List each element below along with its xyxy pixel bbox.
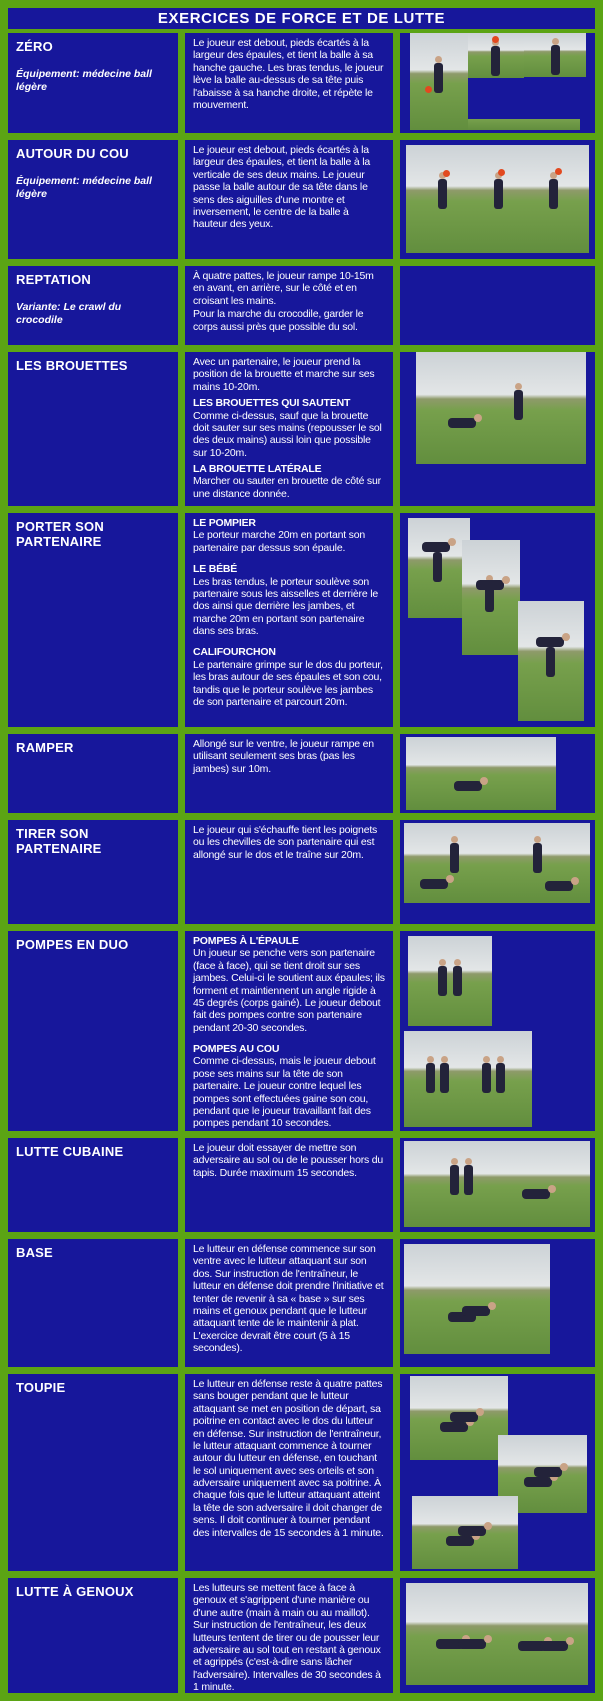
- exercise-row-porter-son-partenaire: [8, 513, 595, 727]
- exercise-description-cell: [185, 1138, 393, 1232]
- exercise-photos-cell: [400, 1374, 595, 1571]
- exercise-photo: [462, 540, 520, 655]
- exercise-name-cell: [8, 734, 178, 813]
- exercise-description-cell: [185, 140, 393, 259]
- description-block: [193, 37, 385, 111]
- player-silhouette: [434, 63, 443, 93]
- exercise-title: PORTER SON PARTENAIRE: [16, 519, 104, 549]
- exercise-photo: [410, 33, 468, 130]
- description-heading: POMPES À L'ÉPAULE: [193, 935, 299, 947]
- exercise-description-cell: [185, 820, 393, 924]
- player-silhouette: [533, 843, 542, 873]
- player-silhouette: [438, 966, 447, 996]
- player-silhouette: [545, 881, 573, 891]
- description-text: Allongé sur le ventre, le joueur rampe en utilisant seulement ses bras (pas les jambes) sur 10m.: [193, 738, 374, 775]
- exercise-photos-cell: [400, 1239, 595, 1367]
- exercise-photo: [524, 33, 586, 77]
- exercise-name-cell: [8, 513, 178, 727]
- exercise-photo: [408, 936, 492, 1026]
- player-silhouette: [491, 46, 500, 76]
- player-silhouette: [450, 1165, 459, 1195]
- description-block: [193, 646, 385, 708]
- exercise-title: RAMPER: [16, 740, 74, 755]
- exercise-photos-cell: [400, 140, 595, 259]
- description-block: [193, 824, 385, 861]
- player-silhouette: [420, 879, 448, 889]
- description-text: Le joueur est debout, pieds écartés à la largeur des épaules, et tient la balle à sa hanche gauche. Les bras tendus, le joueur lève la balle au-dessus de sa tête puis l'abaisse à sa hanche droite, et répète le mouvement.: [193, 37, 384, 111]
- exercise-row-lutte-cubaine: [8, 1138, 595, 1232]
- exercise-row-reptation: [8, 266, 595, 345]
- exercise-photos-cell: [400, 266, 595, 345]
- player-silhouette: [524, 1477, 552, 1487]
- exercise-photo: [412, 1496, 518, 1569]
- player-silhouette: [438, 179, 447, 209]
- exercise-title: AUTOUR DU COU: [16, 146, 129, 161]
- description-heading: LE BÉBÉ: [193, 563, 238, 576]
- player-silhouette: [496, 1063, 505, 1093]
- player-silhouette: [534, 1467, 562, 1477]
- player-silhouette: [536, 637, 564, 647]
- medicine-ball-icon: [492, 36, 499, 43]
- exercise-row-pompes-en-duo: [8, 931, 595, 1131]
- player-silhouette: [450, 843, 459, 873]
- player-silhouette: [546, 647, 555, 677]
- player-silhouette: [440, 1063, 449, 1093]
- description-block: [193, 1378, 385, 1539]
- exercise-photos-cell: [400, 931, 595, 1131]
- player-silhouette: [476, 580, 504, 590]
- description-text: Le joueur est debout, pieds écartés à la largeur des épaules, et tient la balle à la verticale de ses deux mains. Le joueur passe la balle autour de sa tête dans le sens des aiguilles d'une montre et inversement, le centre de la balle à hauteur des yeux.: [193, 144, 371, 231]
- player-silhouette: [458, 1526, 486, 1536]
- player-silhouette: [453, 966, 462, 996]
- player-silhouette: [458, 1639, 486, 1649]
- description-text: Les bras tendus, le porteur soulève son partenaire sous les aisselles et derrière le dos ainsi que derrière les jambes, et marche 20m en portant son partenaire dans ses bras.: [193, 575, 378, 637]
- player-silhouette: [522, 1189, 550, 1199]
- player-silhouette: [422, 542, 450, 552]
- exercise-title: BASE: [16, 1245, 53, 1260]
- description-heading: LE POMPIER: [193, 517, 256, 529]
- exercise-name-cell: [8, 931, 178, 1131]
- description-text: Le lutteur en défense commence sur son ventre avec le lutteur attaquant sur son dos. Sur instruction de l'entraîneur, le lutteur en défense doit prendre l'initiative et tenter de revenir à sa « base » sur ses mains et genoux pendant que le lutteur attaquant tente de le maintenir à plat. L'exercice devrait être court (5 à 15 secondes).: [193, 1243, 384, 1354]
- exercise-photo: [416, 352, 586, 464]
- exercise-name-cell: [8, 820, 178, 924]
- description-block: [193, 1243, 385, 1354]
- exercise-title: REPTATION: [16, 272, 91, 287]
- exercise-name-cell: [8, 352, 178, 506]
- player-silhouette: [450, 1412, 478, 1422]
- description-block: [193, 270, 385, 307]
- exercise-name-cell: [8, 1138, 178, 1232]
- description-text: Comme ci-dessus, sauf que la brouette doit sauter sur ses mains (repousser le sol des deux mains) aussi loin que possible sur 10-20m.: [193, 409, 382, 459]
- exercise-photos-cell: [400, 1578, 595, 1693]
- player-silhouette: [494, 179, 503, 209]
- description-block: [193, 356, 385, 393]
- player-silhouette: [464, 1165, 473, 1195]
- exercise-photos-cell: [400, 513, 595, 727]
- exercise-photo: [468, 33, 524, 78]
- player-silhouette: [549, 179, 558, 209]
- exercise-photo: [404, 1244, 550, 1354]
- description-text: Les lutteurs se mettent face à face à genoux et s'agrippent d'une manière ou d'une autre (main à main ou au maillot). Sur instruction de l'entraîneur, les deux lutteurs tentent de tirer ou de pousser leur adversaire au sol tout en restant à genoux et agrippés (c'est-à-dire sans lâcher l'adversaire). Intervalles de 30 secondes à 1 minute.: [193, 1582, 381, 1693]
- exercise-name-cell: [8, 1374, 178, 1571]
- description-text: Le porteur marche 20m en portant son partenaire par dessus son épaule.: [193, 529, 365, 554]
- description-heading: POMPES AU COU: [193, 1043, 280, 1055]
- exercise-name-cell: [8, 1578, 178, 1693]
- player-silhouette: [551, 45, 560, 75]
- exercise-description-cell: [185, 1374, 393, 1571]
- description-text: À quatre pattes, le joueur rampe 10-15m en avant, en arrière, sur le côté et en croisant les mains.: [193, 270, 374, 307]
- description-text: Avec un partenaire, le joueur prend la position de la brouette et marche sur ses mains 10-20m.: [193, 356, 375, 393]
- medicine-ball-icon: [555, 168, 562, 175]
- player-silhouette: [462, 1306, 490, 1316]
- exercise-photos-cell: [400, 352, 595, 506]
- description-text: Un joueur se penche vers son partenaire (face à face), qui se tient droit sur ses jambes. Celui-ci le soutient aux épaules; ils forment et maintiennent un angle rigide à 45 degrés (corps gainé). Le joueur debout fait des pompes contre son partenaire pendant 20-30 secondes.: [193, 947, 385, 1034]
- exercise-title: LUTTE À GENOUX: [16, 1584, 134, 1599]
- exercise-description-cell: [185, 734, 393, 813]
- player-silhouette: [446, 1536, 474, 1546]
- exercise-name-cell: [8, 1239, 178, 1367]
- exercise-photo: [406, 1583, 588, 1685]
- exercise-photo: [497, 823, 590, 903]
- description-block: [193, 308, 385, 333]
- exercise-photos-cell: [400, 1138, 595, 1232]
- exercise-row-zero: [8, 33, 595, 133]
- exercise-description-cell: [185, 1239, 393, 1367]
- description-block: [193, 1582, 385, 1693]
- description-text: Marcher ou sauter en brouette de côté sur une distance donnée.: [193, 475, 381, 500]
- description-heading: LA BROUETTE LATÉRALE: [193, 463, 322, 475]
- exercise-name-cell: [8, 33, 178, 133]
- medicine-ball-icon: [425, 86, 432, 93]
- exercise-title: TIRER SON PARTENAIRE: [16, 826, 102, 856]
- player-silhouette: [433, 552, 442, 582]
- exercise-photo: [410, 1376, 508, 1460]
- exercise-photos-cell: [400, 734, 595, 813]
- exercise-row-base: [8, 1239, 595, 1367]
- description-text: Le joueur doit essayer de mettre son adversaire au sol ou de le pousser hors du tapis. Durée maximum 15 secondes.: [193, 1142, 384, 1179]
- exercise-description-cell: [185, 931, 393, 1131]
- exercise-description-cell: [185, 352, 393, 506]
- exercise-description-cell: [185, 1578, 393, 1693]
- description-text: Pour la marche du crocodile, garder le corps aussi près que possible du sol.: [193, 308, 364, 333]
- description-block: [193, 738, 385, 775]
- player-silhouette: [482, 1063, 491, 1093]
- exercise-photo: [404, 823, 497, 903]
- exercise-row-toupie: [8, 1374, 595, 1571]
- exercise-photos-cell: [400, 33, 595, 133]
- exercise-photo: [468, 119, 580, 130]
- exercise-title: ZÉRO: [16, 39, 53, 54]
- player-silhouette: [448, 418, 476, 428]
- exercise-row-ramper: [8, 734, 595, 813]
- exercise-subtitle: Équipement: médecine ball légère: [16, 175, 152, 201]
- exercise-subtitle: Équipement: médecine ball légère: [16, 68, 152, 94]
- exercise-description-cell: [185, 266, 393, 345]
- player-silhouette: [426, 1063, 435, 1093]
- player-silhouette: [454, 781, 482, 791]
- exercise-name-cell: [8, 266, 178, 345]
- description-text: Le partenaire grimpe sur le dos du porteur, les bras autour de ses épaules et son cou, tandis que le porteur soulève les jambes de son partenaire et parcourt 20m.: [193, 658, 383, 708]
- medicine-ball-icon: [498, 169, 505, 176]
- exercise-row-autour-du-cou: [8, 140, 595, 259]
- description-text: Comme ci-dessus, mais le joueur debout pose ses mains sur la tête de son partenaire. Le joueur contre lequel les pompes sont effectuées gaine son cou, pendant que le joueur travaillant fait des pompes pendant 10 secondes.: [193, 1055, 376, 1130]
- exercise-row-lutte-a-genoux: [8, 1578, 595, 1693]
- exercise-title: LES BROUETTES: [16, 358, 128, 373]
- exercise-photo: [406, 145, 589, 253]
- description-block: [193, 563, 385, 637]
- description-heading: LES BROUETTES QUI SAUTENT: [193, 397, 351, 410]
- exercise-row-les-brouettes: [8, 352, 595, 506]
- exercise-description-cell: [185, 33, 393, 133]
- exercise-title: TOUPIE: [16, 1380, 66, 1395]
- page-title: EXERCICES DE FORCE ET DE LUTTE: [8, 8, 595, 29]
- exercise-row-tirer-son-partenaire: [8, 820, 595, 924]
- description-block: [193, 1043, 385, 1130]
- exercise-title: POMPES EN DUO: [16, 937, 129, 952]
- player-silhouette: [540, 1641, 568, 1651]
- description-block: [193, 397, 385, 459]
- exercise-photo: [518, 601, 584, 721]
- exercise-photo: [404, 1031, 532, 1127]
- medicine-ball-icon: [443, 170, 450, 177]
- exercise-title: LUTTE CUBAINE: [16, 1144, 124, 1159]
- description-text: Le lutteur en défense reste à quatre pattes sans bouger pendant que le lutteur attaquant se met en position de départ, sa poitrine en contact avec le dos du lutteur en défense. Sur instruction de l'entraîneur, le lutteur attaquant commence à tourner autour du lutteur en défense, en touchant le sol uniquement avec ses orteils et son adversaire uniquement avec sa poitrine. À chaque fois que le lutteur attaquant atteint la tête de son adversaire il doit changer de sens. Il doit continuer à tourner pendant des intervalles de 15 secondes à 1 minute.: [193, 1378, 384, 1539]
- description-heading: CALIFOURCHON: [193, 646, 276, 659]
- description-block: [193, 1142, 385, 1179]
- exercise-name-cell: [8, 140, 178, 259]
- description-block: [193, 517, 385, 554]
- player-silhouette: [440, 1422, 468, 1432]
- exercise-photo: [408, 518, 470, 618]
- player-silhouette: [514, 390, 523, 420]
- exercise-photo: [406, 737, 556, 810]
- exercise-photos-cell: [400, 820, 595, 924]
- description-block: [193, 144, 385, 231]
- exercise-description-cell: [185, 513, 393, 727]
- exercise-subtitle: Variante: Le crawl du crocodile: [16, 301, 122, 327]
- description-text: Le joueur qui s'échauffe tient les poignets ou les chevilles de son partenaire qui est allongé sur le dos et le traîne sur 20m.: [193, 824, 378, 861]
- description-block: [193, 463, 385, 500]
- description-block: [193, 935, 385, 1034]
- exercise-photo: [404, 1141, 590, 1227]
